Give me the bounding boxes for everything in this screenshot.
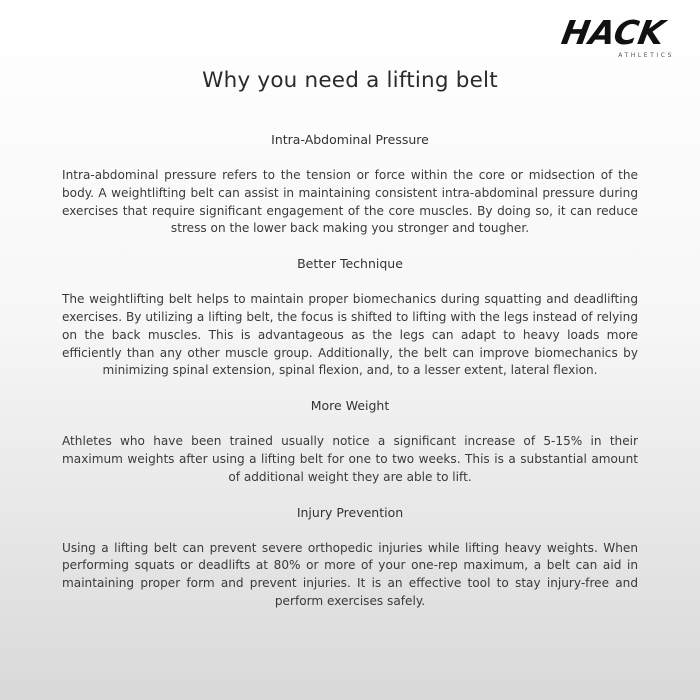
section-paragraph: Athletes who have been trained usually notice a significant increase of 5-15% in their maximum weights after using a lifting belt for one to two weeks. This is a substantial amount of additional weight they are able to lift. (62, 434, 638, 484)
section-heading: Intra-Abdominal Pressure (271, 132, 429, 147)
section-better-technique (62, 255, 638, 380)
logo-wordmark: HACK (558, 13, 668, 52)
brand-logo (548, 13, 678, 59)
section-injury-prevention (62, 504, 638, 611)
page-title: Why you need a lifting belt (202, 68, 498, 93)
content-body (62, 131, 638, 628)
section-more-weight (62, 397, 638, 486)
section-paragraph: Using a lifting belt can prevent severe orthopedic injuries while lifting heavy weights. When performing squats or deadlifts at 80% or more of your one-rep maximum, a belt can aid in maintaining proper form and prevent injuries. It is an effective tool to stay injury-free and perform exercises safely. (62, 540, 638, 608)
section-paragraph: The weightlifting belt helps to maintain proper biomechanics during squatting and deadlifting exercises. By utilizing a lifting belt, the focus is shifted to lifting with the legs instead of relying on the back muscles. This is advantageous as the legs can adapt to heavy loads more efficiently than any other muscle group. Additionally, the belt can improve biomechanics by minimizing spinal extension, spinal flexion, and, to a lesser extent, lateral flexion. (62, 292, 638, 378)
section-paragraph: Intra-abdominal pressure refers to the tension or force within the core or midsection of the body. A weightlifting belt can assist in maintaining consistent intra-abdominal pressure during exercises that require significant engagement of the core muscles. By doing so, it can reduce stress on the lower back making you stronger and tougher. (62, 168, 638, 236)
section-heading: More Weight (310, 398, 390, 414)
section-heading: Better Technique (297, 256, 403, 272)
logo-subtitle: ATHLETICS (618, 52, 674, 59)
section-heading: Injury Prevention (296, 504, 404, 520)
section-intra-abdominal-pressure (62, 131, 638, 238)
